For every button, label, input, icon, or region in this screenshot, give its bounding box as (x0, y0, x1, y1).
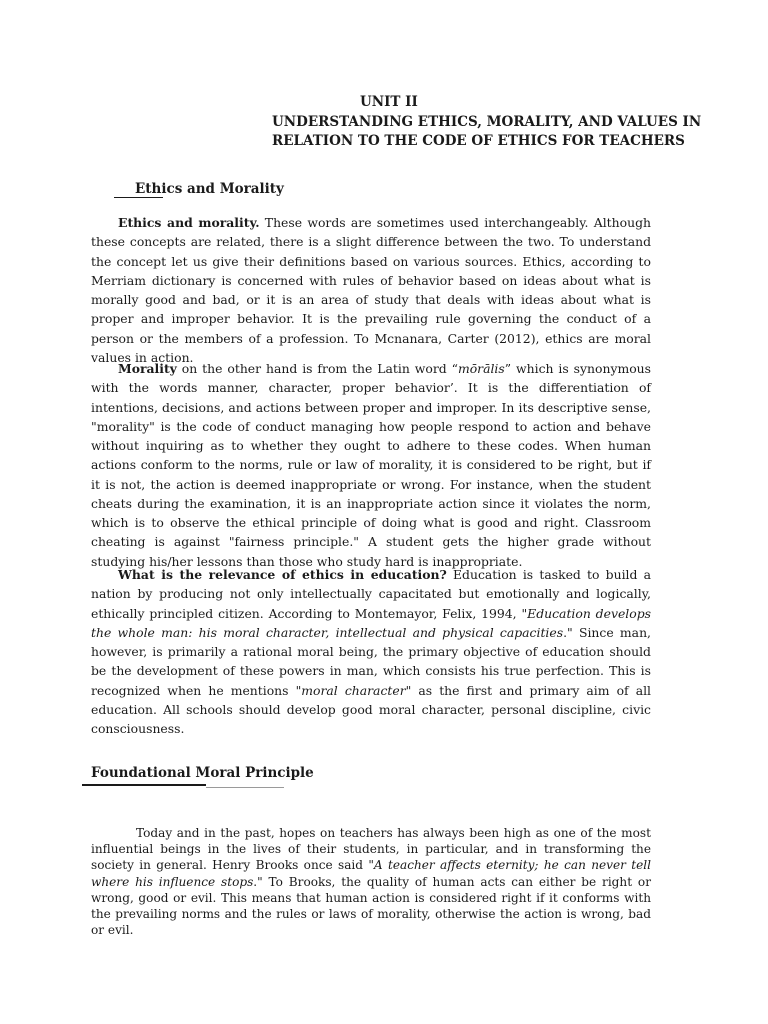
section-heading-ethics-morality: Ethics and Morality (135, 181, 284, 197)
paragraph-morality-definition (91, 359, 651, 571)
page-title (272, 113, 702, 151)
quote: Education develops the whole man: his moral character, intellectual and physical capacities (91, 605, 651, 640)
paragraph-text: " as the first and primary aim of all education. All schools should develop good moral character, personal discipline, civic consciousness. (91, 682, 652, 736)
paragraph-text: These words are sometimes used interchangeably. Although these concepts are related, there is a slight difference between the two. To understand the concept let us give their definitions based on various sources. Ethics, according to Merriam dictionary is concerned with rules of behavior based on ideas about what is morally good and bad, or it is an area of study that deals with ideas about what is proper and improper behavior. It is the prevailing rule governing the conduct of a person or the members of a profession. To Mcnanara, Carter (2012), ethics are moral values in action. (91, 215, 651, 365)
quote: A teacher affects eternity; he can never tell where his influence stops (91, 858, 651, 889)
unit-label: UNIT II (360, 94, 418, 110)
section-rule-light (206, 787, 284, 788)
paragraph-text: ” which is synonymous with the words manner, character, proper behavior’. It is the differentiation of intentions, decisions, and actions between proper and improper. In its descriptive sense, "morality" is the code of conduct managing how people respond to action and behave without inquiring as to whether they ought to adhere to these codes. When human actions conform to the norms, rule or law of morality, it is considered to be right, but if it is not, the action is deemed inappropriate or wrong. For instance, when the student cheats during the examination, it is an inappropriate action since it violates the norm, which is to observe the ethical principle of doing what is good and right. Classroom cheating is against "fairness principle." A student gets the higher grade without studying his/her lessons than those who study hard is inappropriate. (91, 361, 651, 569)
lead-question: What is the relevance of ethics in education? (118, 567, 447, 582)
paragraph-teacher-influence (91, 825, 651, 938)
paragraph-text: ." Since man, however, is primarily a rational moral being, the primary objective of education should be the development of these powers in man, which consists his true perfection. This is recognized when he mentions " (91, 624, 651, 698)
title-line-2: RELATION TO THE CODE OF ETHICS FOR TEACHERS (272, 133, 685, 149)
paragraph-text: on the other hand is from the Latin word “ (176, 361, 458, 376)
section-rule (82, 784, 206, 786)
section-rule (114, 197, 163, 198)
lead-term: Ethics and morality. (118, 215, 260, 230)
paragraph-ethics-education (91, 565, 651, 738)
paragraph-text: Today and in the past, hopes on teachers has always been high as one of the most influential beings in the lives of their students, in particular, and in transforming the society in general. Henry Brooks once said " (91, 826, 651, 873)
latin-term: mōrālis (457, 361, 505, 376)
lead-term: Morality (118, 361, 177, 376)
quote: moral character (301, 682, 406, 698)
title-line-1: UNDERSTANDING ETHICS, MORALITY, AND VALUES IN (272, 114, 702, 130)
paragraph-text: Education is tasked to build a nation by producing not only intellectually capacitated but emotionally and logically, ethically principled citizen. According to Montemayor, Felix, 1994, " (91, 567, 651, 621)
paragraph-text: ." To Brooks, the quality of human acts can either be right or wrong, good or evil. This means that human action is considered right if it conforms with the prevailing norms and the rules or laws of morality, otherwise the action is wrong, bad or evil. (91, 874, 651, 938)
section-heading-foundational-principle: Foundational Moral Principle (91, 765, 314, 781)
paragraph-ethics-definition (91, 213, 651, 367)
